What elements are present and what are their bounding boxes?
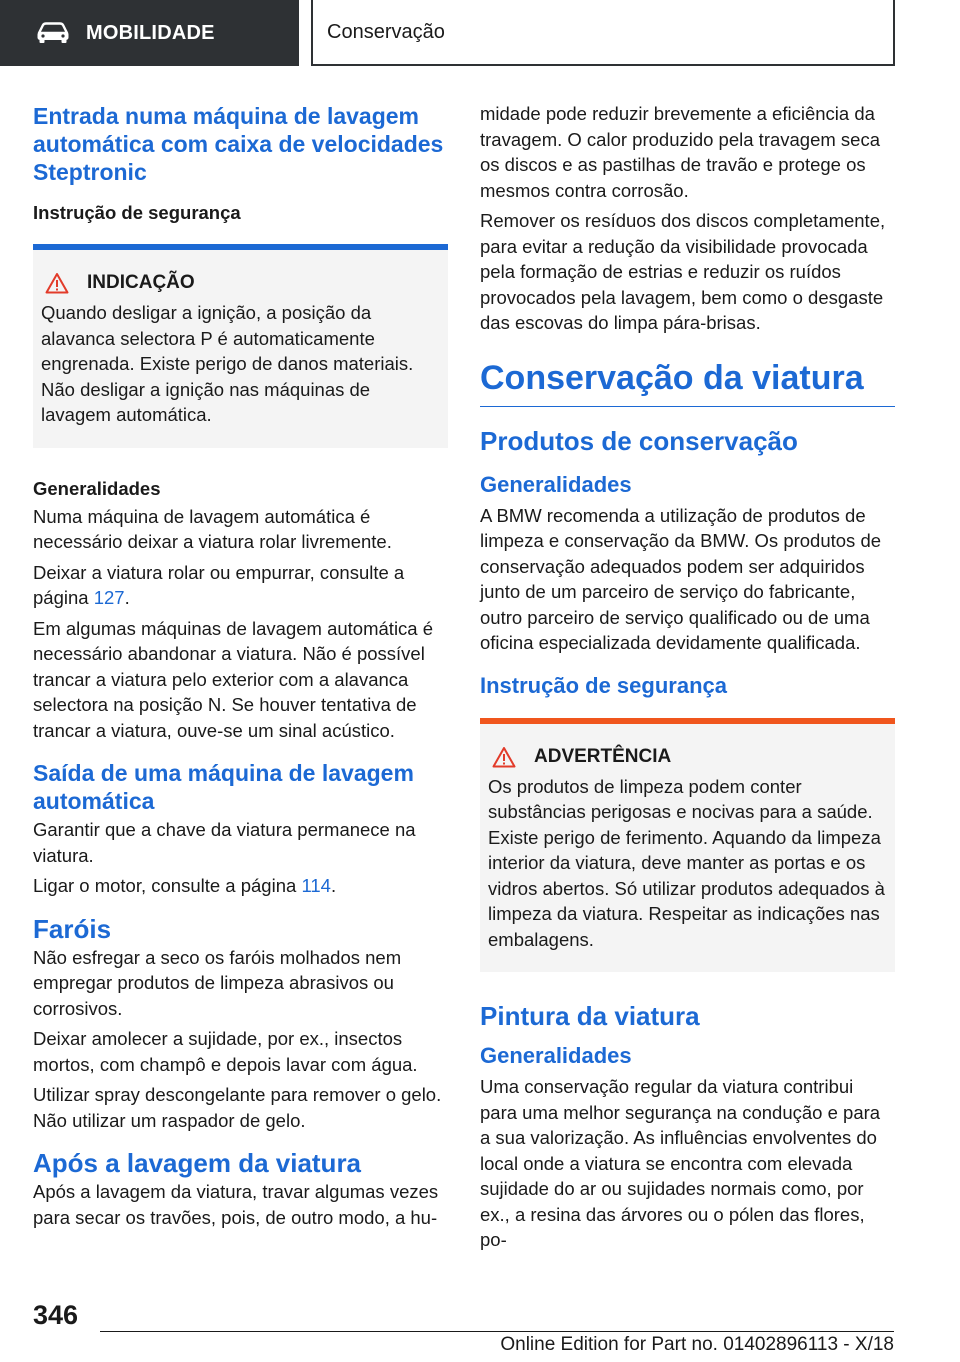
paragraph-with-link: [33, 560, 448, 611]
tab-mobilidade[interactable]: [0, 0, 299, 66]
heading-produtos: Produtos de conservação: [480, 425, 798, 456]
paragraph: Remover os resíduos dos discos completamente, para evitar a redução da visibilidade provocada pela formação de estrias e reduzir os ruídos provocados pela lavagem, bem como o desgaste das escovas do limpa pára-brisas.: [480, 210, 886, 333]
tab-mobilidade-label: MOBILIDADE: [86, 21, 215, 44]
heading-general-paint: Generalidades: [480, 1043, 632, 1068]
note-box: [33, 244, 448, 448]
right-column: [480, 101, 895, 1258]
paragraph: Utilizar spray descongelante para remover o gelo. Não utilizar um raspador de gelo.: [33, 1084, 442, 1131]
page-number: 346: [33, 1300, 79, 1330]
note-label: INDICAÇÃO: [87, 272, 195, 293]
paragraph: Após a lavagem da viatura, travar algumas vezes para secar os travões, pois, de outro modo, a hu-: [33, 1181, 439, 1228]
left-column: [33, 102, 448, 1235]
warning-box: [480, 718, 895, 973]
page-link-127[interactable]: 127: [93, 587, 125, 608]
paragraph: Uma conservação regular da viatura contribui para uma melhor segurança na condução e para a sua valorização. As influências envolventes do local onde a viatura se encontra com elevada sujidade do ar ou sujidades normais como, por ex., a resina das árvores ou o pólen das flores, po-: [480, 1076, 881, 1250]
footer-edition: Online Edition for Part no. 01402896113 - X/18: [500, 1334, 894, 1355]
heading-safety-left: Instrução de segurança: [33, 202, 241, 223]
paragraph: Garantir que a chave da viatura permanece na viatura.: [33, 819, 416, 866]
paragraph: A BMW recomenda a utilização de produtos de limpeza e conservação da BMW. Os produtos de conservação adequados podem ser adquiridos junto de um parceiro de serviço do fabricante, outro parceiro de serviço qualificado ou de uma oficina especializada devidamente qualificada.: [480, 504, 882, 653]
text: .: [330, 875, 337, 896]
heading-wash-steptronic: Entrada numa máquina de lavagem automática com caixa de velocidades Steptronic: [33, 103, 444, 185]
tab-conservacao-label: Conservação: [327, 20, 445, 43]
text: .: [124, 587, 130, 608]
heading-general-right: Generalidades: [480, 471, 632, 497]
heading-pintura: Pintura da viatura: [480, 1001, 700, 1031]
heading-after-wash: Após a lavagem da viatura: [33, 1148, 362, 1178]
footer-divider: [100, 1331, 894, 1332]
heading-farois: Faróis: [33, 913, 112, 944]
paragraph: Não esfregar a seco os faróis molhados nem empregar produtos de limpeza abrasivos ou corrosivos.: [33, 946, 402, 1019]
warning-text: Os produtos de limpeza podem conter substâncias perigosas e nocivas para a saúde. Existe perigo de ferimento. Aquando da limpeza interior da viatura, deve manter as portas e os vidros abertos. Só utilizar produtos adequados à limpeza da viatura. Respeitar as indicações nas embalagens.: [488, 775, 885, 950]
heading-conservacao-viatura: Conservação da viatura: [480, 358, 895, 407]
car-icon: [36, 22, 70, 44]
note-header: [41, 272, 440, 294]
page-link-114[interactable]: 114: [301, 875, 331, 896]
paragraph: Numa máquina de lavagem automática é necessário deixar a viatura rolar livremente.: [33, 505, 392, 552]
paragraph: Deixar amolecer a sujidade, por ex., insectos mortos, com champô e depois lavar com água.: [33, 1028, 418, 1075]
warning-triangle-icon: [492, 746, 516, 768]
note-text: Quando desligar a ignição, a posição da alavanca selectora P é automaticamente engrenada. Existe perigo de danos materiais. Não desligar a ignição nas máquinas de lavagem automática.: [41, 302, 414, 425]
header-bar: [0, 0, 960, 66]
paragraph: midade pode reduzir brevemente a eficiência da travagem. O calor produzido pela travagem seca os discos e as pastilhas de travão e protege os mesmos contra corrosão.: [480, 103, 881, 201]
paragraph: Em algumas máquinas de lavagem automática é necessário abandonar a viatura. Não é possível trancar a viatura pelo exterior com a alavanca selectora na posição N. Se houver tentativa de trancar a viatura, ouve-se um sinal acústico.: [33, 617, 434, 741]
warning-label: ADVERTÊNCIA: [534, 745, 672, 767]
tab-conservacao[interactable]: [311, 0, 895, 66]
warning-header: [488, 746, 887, 768]
text: Ligar o motor, consulte a página: [33, 875, 297, 896]
heading-safety-right: Instrução de segurança: [480, 672, 727, 698]
heading-exit-wash: Saída de uma máquina de lavagem automática: [33, 760, 414, 814]
text: Deixar a viatura rolar ou empurrar, consulte a página: [33, 561, 405, 608]
warning-triangle-icon: [45, 272, 69, 294]
paragraph-with-link: [33, 873, 448, 899]
heading-general-left: Generalidades: [33, 477, 161, 499]
